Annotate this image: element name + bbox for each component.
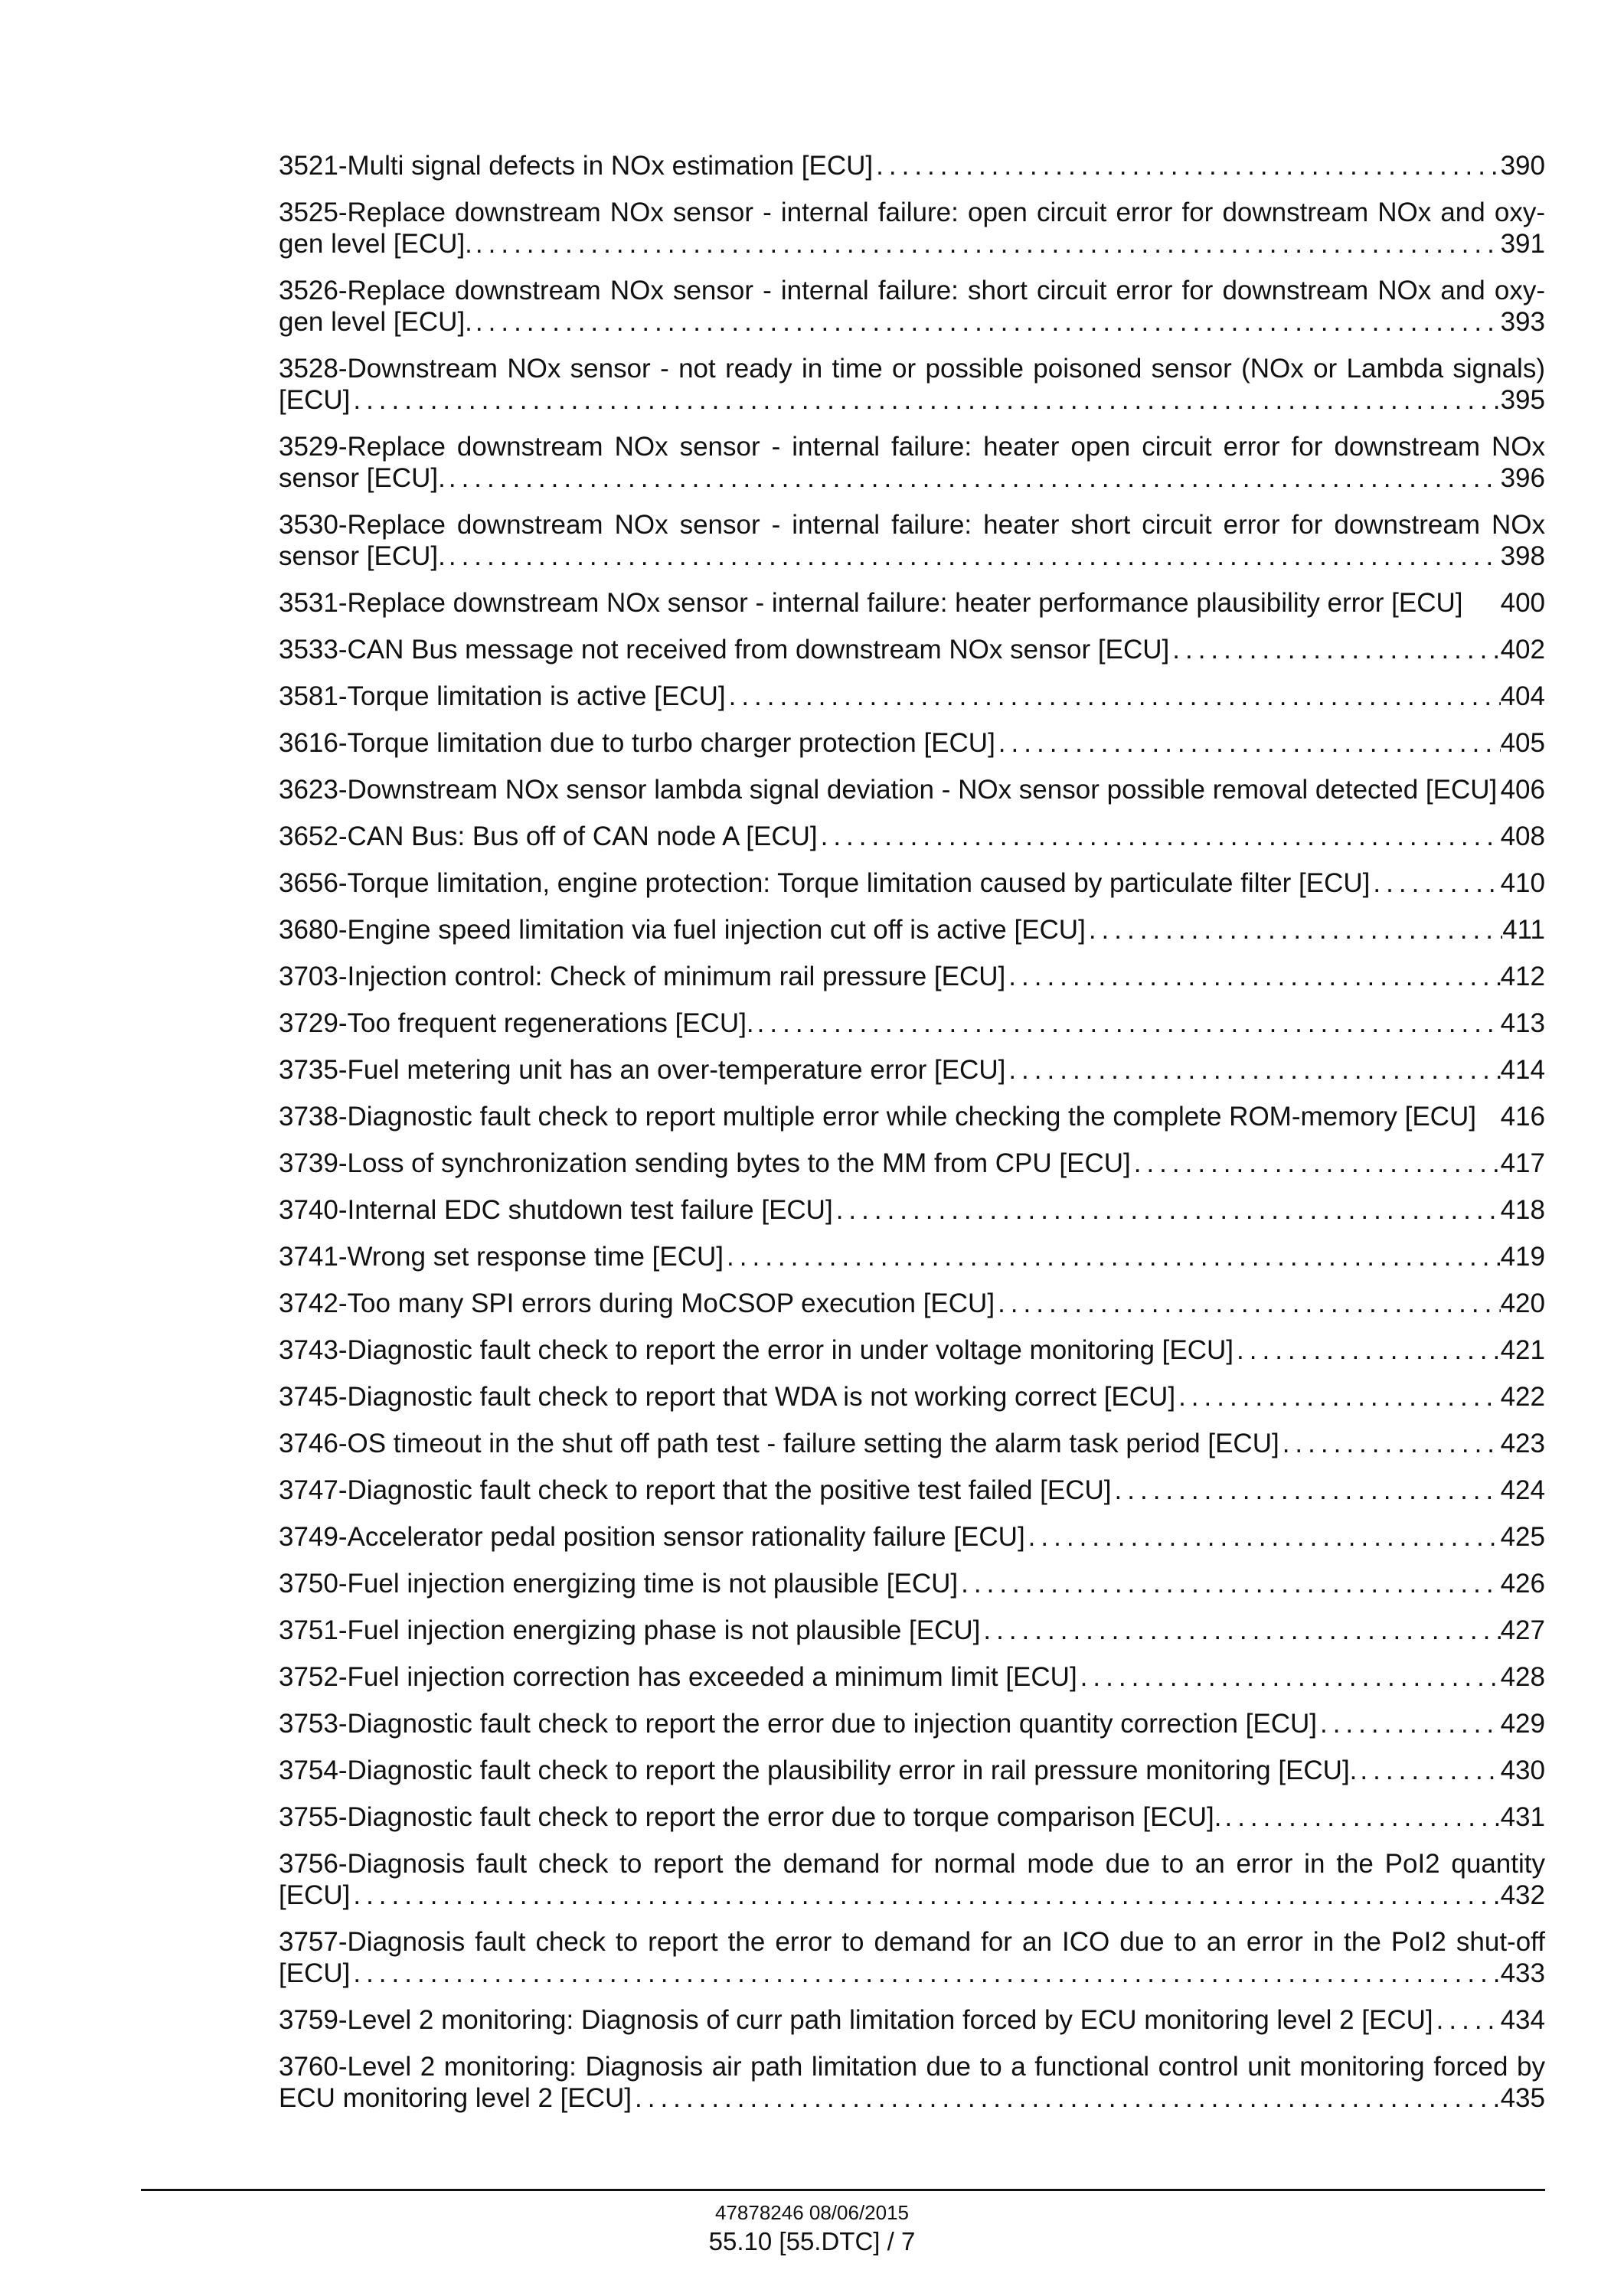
dot-leader <box>726 681 1501 712</box>
toc-entry-title: 3729-Too frequent regenerations [ECU]. <box>279 1008 754 1038</box>
dot-leader <box>350 384 1500 416</box>
toc-entry[interactable] <box>279 2051 1545 2114</box>
toc-entry-title-line2: sensor [ECU]. <box>279 541 446 571</box>
toc-entry-page-number: 432 <box>1500 1880 1545 1910</box>
dot-leader <box>1131 1148 1501 1179</box>
dot-leader <box>995 1288 1501 1319</box>
dot-leader <box>818 821 1501 852</box>
toc-entry[interactable] <box>279 150 1545 181</box>
toc-entry-title-line2: [ECU] <box>279 385 351 415</box>
toc-entry[interactable] <box>279 353 1545 416</box>
dot-leader <box>980 1615 1500 1646</box>
toc-entry-page-number: 393 <box>1500 307 1545 337</box>
dot-leader <box>446 462 1501 494</box>
toc-entry-title-line1: 3757-Diagnosis fault check to report the error to demand for an ICO due to an error in the PoI2 shut-off <box>279 1927 1545 1957</box>
dot-leader <box>446 541 1501 572</box>
toc-entry-title-line2: sensor [ECU]. <box>279 463 446 493</box>
toc-entry-page-number: 435 <box>1500 2083 1545 2113</box>
toc-entry-title: 3755-Diagnostic fault check to report the error due to torque comparison [ECU]. <box>279 1802 1222 1832</box>
dot-leader <box>1025 1521 1501 1553</box>
toc-entry[interactable] <box>279 1381 1545 1413</box>
dot-leader <box>1234 1334 1501 1366</box>
toc-entry-title: 3759-Level 2 monitoring: Diagnosis of curr path limitation forced by ECU monitoring level 2 [ECU] <box>279 2005 1433 2035</box>
dot-leader <box>995 727 1501 759</box>
toc-entry-page-number: 396 <box>1500 463 1545 493</box>
toc-entry[interactable] <box>279 1708 1545 1739</box>
toc-entry-page-number: 431 <box>1500 1802 1545 1832</box>
toc-entry-title-line1: 3526-Replace downstream NOx sensor - internal failure: short circuit error for downstream NOx and oxy- <box>279 276 1545 305</box>
toc-entry-title-line2: gen level [ECU]. <box>279 307 472 337</box>
dot-leader <box>1086 914 1502 946</box>
toc-entry-title: 3752-Fuel injection correction has exceeded a minimum limit [ECU] <box>279 1662 1077 1692</box>
toc-entry-title: 3746-OS timeout in the shut off path test - failure setting the alarm task period [ECU] <box>279 1429 1279 1458</box>
toc-entry-title-line1: 3529-Replace downstream NOx sensor - internal failure: heater open circuit error for downstream NOx <box>279 432 1545 462</box>
toc-entry-page-number: 430 <box>1500 1755 1545 1785</box>
toc-entry-title: 3750-Fuel injection energizing time is not plausible [ECU] <box>279 1569 959 1599</box>
toc-entry-title: 3533-CAN Bus message not received from downstream NOx sensor [ECU] <box>279 635 1170 665</box>
toc-entry-title: 3739-Loss of synchronization sending bytes to the MM from CPU [ECU] <box>279 1148 1131 1178</box>
toc-entry[interactable] <box>279 2004 1545 2036</box>
toc-entry[interactable] <box>279 1428 1545 1459</box>
toc-entry-title: 3531-Replace downstream NOx sensor - internal failure: heater performance plausibility error [ECU] <box>279 588 1463 618</box>
toc-entry[interactable] <box>279 1521 1545 1553</box>
dot-leader <box>632 2082 1501 2114</box>
toc-entry[interactable] <box>279 867 1545 899</box>
toc-entry-title: 3743-Diagnostic fault check to report the error in under voltage monitoring [ECU] <box>279 1335 1234 1365</box>
toc-entry[interactable] <box>279 1148 1545 1179</box>
footer-divider <box>141 2189 1545 2191</box>
toc-entry-title-line1: 3525-Replace downstream NOx sensor - internal failure: open circuit error for downstream NOx and oxy- <box>279 198 1545 227</box>
toc-entry[interactable] <box>279 1661 1545 1693</box>
toc-entry[interactable] <box>279 1194 1545 1226</box>
toc-entry[interactable] <box>279 431 1545 494</box>
toc-entry[interactable] <box>279 1054 1545 1086</box>
toc-entry-page-number: 406 <box>1500 775 1545 805</box>
toc-entry-title: 3656-Torque limitation, engine protection: Torque limitation caused by particulate filter [ECU] <box>279 868 1371 898</box>
toc-entry[interactable] <box>279 681 1545 712</box>
toc-entry[interactable] <box>279 197 1545 260</box>
toc-entry[interactable] <box>279 914 1545 946</box>
toc-entry-page-number: 400 <box>1500 588 1546 618</box>
toc-entry-page-number: 404 <box>1500 681 1545 711</box>
toc-entry-title-line1: 3760-Level 2 monitoring: Diagnosis air path limitation due to a functional control unit monitoring forced by <box>279 2052 1545 2082</box>
dot-leader <box>1005 961 1500 992</box>
toc-entry-page-number: 414 <box>1500 1055 1545 1085</box>
toc-entry[interactable] <box>279 1755 1545 1786</box>
dot-leader <box>1221 1801 1500 1833</box>
dot-leader <box>350 1880 1500 1911</box>
toc-entry[interactable] <box>279 961 1545 992</box>
toc-entry[interactable] <box>279 727 1545 759</box>
dot-leader <box>1112 1475 1501 1506</box>
toc-entry-title: 3521-Multi signal defects in NOx estimation [ECU] <box>279 151 874 181</box>
dot-leader <box>1370 867 1500 899</box>
toc-entry-page-number: 413 <box>1500 1008 1545 1038</box>
dot-leader <box>958 1568 1500 1599</box>
dot-leader <box>724 1241 1501 1272</box>
toc-entry[interactable] <box>279 1288 1545 1319</box>
footer-page-reference: 55.10 [55.DTC] / 7 <box>708 2227 916 2255</box>
toc-entry[interactable] <box>279 1241 1545 1272</box>
toc-entry-title: 3652-CAN Bus: Bus off of CAN node A [ECU] <box>279 821 818 851</box>
toc-entry-page-number: 434 <box>1500 2005 1545 2035</box>
toc-entry-title-line1: 3756-Diagnosis fault check to report the demand for normal mode due to an error in the PoI2 quantity <box>279 1849 1545 1879</box>
toc-entry-page-number: 423 <box>1500 1429 1545 1458</box>
toc-entry-title: 3747-Diagnostic fault check to report that the positive test failed [ECU] <box>279 1475 1112 1505</box>
toc-entry-title: 3735-Fuel metering unit has an over-temperature error [ECU] <box>279 1055 1006 1085</box>
toc-entry[interactable] <box>279 509 1545 572</box>
toc-entry-page-number: 424 <box>1500 1475 1545 1505</box>
toc-entry-title-line2: ECU monitoring level 2 [ECU] <box>279 2083 632 2113</box>
toc-entry-page-number: 427 <box>1500 1615 1545 1645</box>
toc-entry-page-number: 425 <box>1500 1522 1545 1552</box>
toc-entry[interactable] <box>279 774 1545 805</box>
toc-entry-title: 3754-Diagnostic fault check to report the plausibility error in rail pressure monitoring [ECU]. <box>279 1755 1358 1785</box>
toc-entry-page-number: 412 <box>1500 962 1545 991</box>
toc-entry-title-line1: 3530-Replace downstream NOx sensor - internal failure: heater short circuit error for downstream NOx <box>279 510 1545 540</box>
toc-entry[interactable] <box>279 1926 1545 1989</box>
dot-leader <box>1357 1755 1500 1786</box>
toc-entry-page-number: 416 <box>1500 1102 1546 1132</box>
toc-entry[interactable] <box>279 1101 1545 1132</box>
toc-entry[interactable] <box>279 821 1545 852</box>
toc-entry-page-number: 420 <box>1500 1288 1545 1318</box>
toc-entry-title: 3740-Internal EDC shutdown test failure [ECU] <box>279 1195 833 1225</box>
toc-entry-title: 3623-Downstream NOx sensor lambda signal deviation - NOx sensor possible removal detected [ECU] <box>279 775 1498 805</box>
toc-entry-page-number: 426 <box>1500 1569 1545 1599</box>
dot-leader <box>472 306 1501 338</box>
toc-entry-title: 3741-Wrong set response time [ECU] <box>279 1242 724 1272</box>
dot-leader <box>472 228 1501 260</box>
toc-entry-page-number: 398 <box>1500 541 1545 571</box>
toc-entry-page-number: 418 <box>1500 1195 1545 1225</box>
toc-entry[interactable] <box>279 1615 1545 1646</box>
toc-entry-page-number: 391 <box>1500 229 1545 259</box>
toc-entry-page-number: 417 <box>1500 1148 1545 1178</box>
toc-entry-page-number: 405 <box>1500 728 1545 758</box>
dot-leader <box>833 1194 1501 1226</box>
toc-entry[interactable] <box>279 275 1545 338</box>
footer-document-id: 47878246 08/06/2015 <box>714 2201 910 2224</box>
dot-leader <box>873 150 1500 181</box>
dot-leader <box>1279 1428 1501 1459</box>
dot-leader <box>1433 2004 1501 2036</box>
toc-entry-title: 3680-Engine speed limitation via fuel injection cut off is active [ECU] <box>279 915 1086 945</box>
table-of-contents <box>279 150 1545 2129</box>
toc-entry-page-number: 421 <box>1500 1335 1545 1365</box>
toc-entry-title: 3703-Injection control: Check of minimum rail pressure [ECU] <box>279 962 1006 991</box>
toc-entry-title: 3745-Diagnostic fault check to report that WDA is not working correct [ECU] <box>279 1382 1176 1412</box>
toc-entry-page-number: 402 <box>1500 635 1545 665</box>
dot-leader <box>1169 634 1500 665</box>
toc-entry-title: 3616-Torque limitation due to turbo charger protection [ECU] <box>279 728 995 758</box>
toc-entry[interactable] <box>279 634 1545 665</box>
toc-entry-page-number: 390 <box>1500 151 1545 181</box>
toc-entry-page-number: 428 <box>1500 1662 1545 1692</box>
toc-entry[interactable] <box>279 587 1545 619</box>
toc-entry-page-number: 411 <box>1502 915 1545 945</box>
toc-entry-page-number: 395 <box>1500 385 1545 415</box>
toc-entry-page-number: 410 <box>1500 868 1545 898</box>
dot-leader <box>754 1008 1501 1039</box>
toc-entry-title-line2: gen level [ECU]. <box>279 229 472 259</box>
toc-entry-title: 3581-Torque limitation is active [ECU] <box>279 681 726 711</box>
dot-leader <box>1175 1381 1501 1413</box>
toc-entry[interactable] <box>279 1568 1545 1599</box>
toc-entry-title: 3738-Diagnostic fault check to report multiple error while checking the complete ROM-memory [ECU] <box>279 1102 1476 1132</box>
toc-entry-title: 3742-Too many SPI errors during MoCSOP execution [ECU] <box>279 1288 995 1318</box>
toc-entry-page-number: 422 <box>1500 1382 1545 1412</box>
dot-leader <box>1317 1708 1501 1739</box>
dot-leader <box>1005 1054 1500 1086</box>
toc-entry-title-line2: [ECU] <box>279 1958 351 1988</box>
toc-entry-page-number: 433 <box>1500 1958 1545 1988</box>
toc-entry[interactable] <box>279 1008 1545 1039</box>
toc-entry-title: 3753-Diagnostic fault check to report the error due to injection quantity correction [ECU] <box>279 1709 1317 1739</box>
toc-entry[interactable] <box>279 1848 1545 1911</box>
toc-entry-page-number: 419 <box>1500 1242 1545 1272</box>
toc-entry[interactable] <box>279 1801 1545 1833</box>
dot-leader <box>350 1958 1500 1989</box>
toc-entry-title: 3749-Accelerator pedal position sensor rationality failure [ECU] <box>279 1522 1025 1552</box>
toc-entry-title-line1: 3528-Downstream NOx sensor - not ready in time or possible poisoned sensor (NOx or Lambda signals) <box>279 354 1545 384</box>
toc-entry[interactable] <box>279 1475 1545 1506</box>
toc-entry[interactable] <box>279 1334 1545 1366</box>
dot-leader <box>1077 1661 1501 1693</box>
toc-entry-title: 3751-Fuel injection energizing phase is not plausible [ECU] <box>279 1615 981 1645</box>
toc-entry-title-line2: [ECU] <box>279 1880 351 1910</box>
toc-entry-page-number: 408 <box>1500 821 1545 851</box>
toc-entry-page-number: 429 <box>1500 1709 1545 1739</box>
